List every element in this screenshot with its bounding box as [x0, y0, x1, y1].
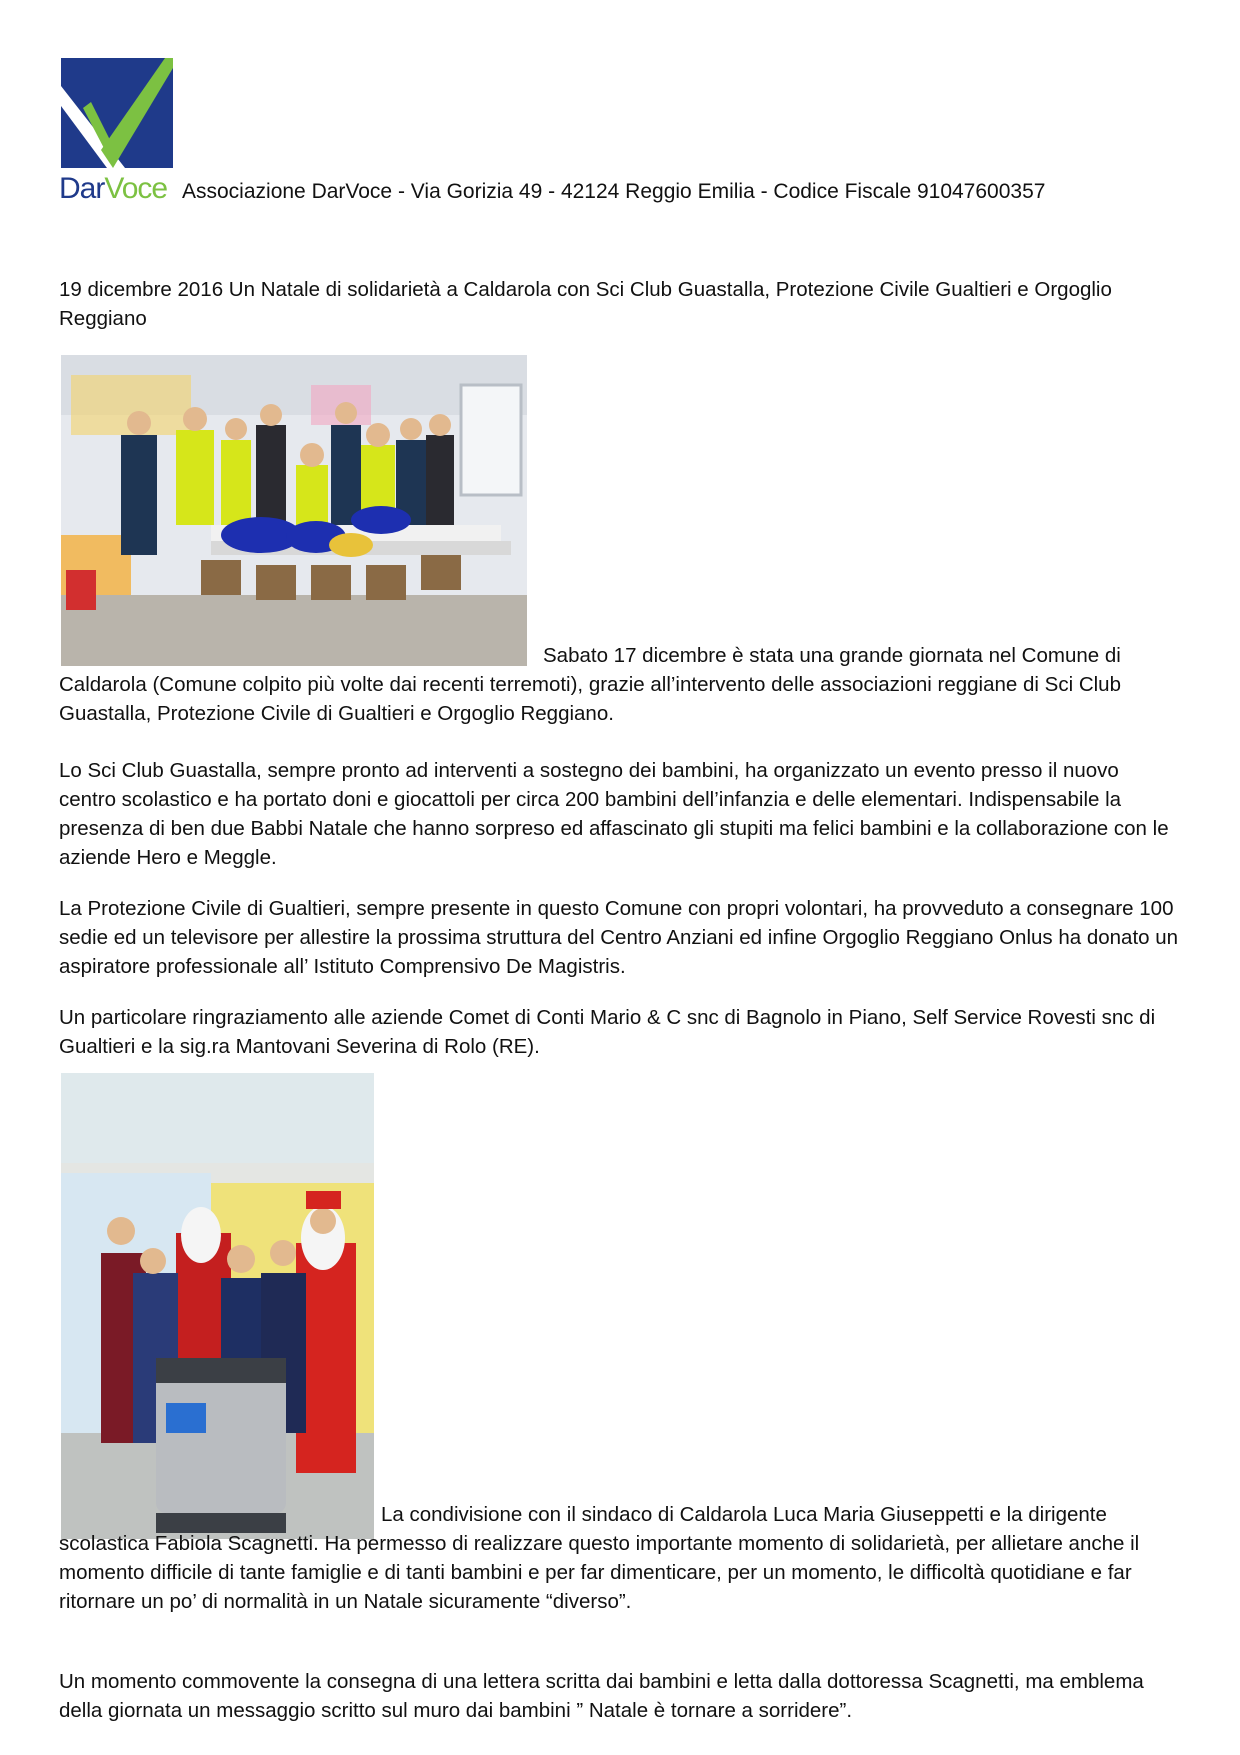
group-photo-gifts	[61, 355, 527, 666]
article-paragraph: Un particolare ringraziamento alle aziende Comet di Conti Mario & C snc di Bagnolo in Piano, Self Service Rovesti snc di Gualtieri e la sig.ra Mantovani Severina di Rolo (RE).	[59, 1006, 1156, 1058]
checkmark-icon	[61, 58, 173, 168]
logo-wordmark	[59, 174, 167, 204]
logo-text-dar: Dar	[59, 172, 105, 205]
article-paragraph: Un momento commovente la consegna di una lettera scritta dai bambini e letta dalla dottoressa Scagnetti, ma emblema della giornata un messaggio scritto sul muro dai bambini ” Natale è tornare a sorridere”.	[59, 1670, 1144, 1722]
darvoce-logo	[61, 58, 173, 168]
organization-info: Associazione DarVoce - Via Gorizia 49 - 42124 Reggio Emilia - Codice Fiscale 91047600357	[182, 180, 1046, 203]
article-paragraph: La Protezione Civile di Gualtieri, sempre presente in questo Comune con propri volontari, ha provveduto a consegnare 100 sedie ed un televisore per allestire la prossima struttura del Centro Anziani ed infine Orgoglio Reggiano Onlus ha donato un aspiratore professionale all’ Istituto Comprensivo De Magistris.	[59, 897, 1179, 978]
article-paragraph: Sabato 17 dicembre è stata una grande giornata nel Comune di Caldarola (Comune colpito più volte dai recenti terremoti), grazie all’intervento delle associazioni reggiane di Sci Club Guastalla, Protezione Civile di Gualtieri e Orgoglio Reggiano.	[59, 644, 1121, 725]
logo-text-voce: Voce	[104, 172, 168, 205]
article-title: 19 dicembre 2016 Un Natale di solidarietà a Caldarola con Sci Club Guastalla, Protezione Civile Gualtieri e Orgoglio Reggiano	[59, 278, 1112, 330]
article-paragraph: La condivisione con il sindaco di Caldarola Luca Maria Giuseppetti e la dirigente scolastica Fabiola Scagnetti. Ha permesso di realizzare questo importante momento di solidarietà, per allietare anche il momento difficile di tante famiglie e di tanti bambini e per far dimenticare, per un momento, le difficoltà quotidiane e far ritornare un po’ di normalità in un Natale sicuramente “diverso”.	[59, 1503, 1140, 1613]
article-paragraph: Lo Sci Club Guastalla, sempre pronto ad interventi a sostegno dei bambini, ha organizzato un evento presso il nuovo centro scolastico e ha portato doni e giocattoli per circa 200 bambini dell’infanzia e delle elementari. Indispensabile la presenza di ben due Babbi Natale che hanno sorpreso ed affascinato gli stupiti ma felici bambini e la collaborazione con le aziende Hero e Meggle.	[59, 759, 1169, 869]
group-photo-santa	[61, 1073, 374, 1539]
